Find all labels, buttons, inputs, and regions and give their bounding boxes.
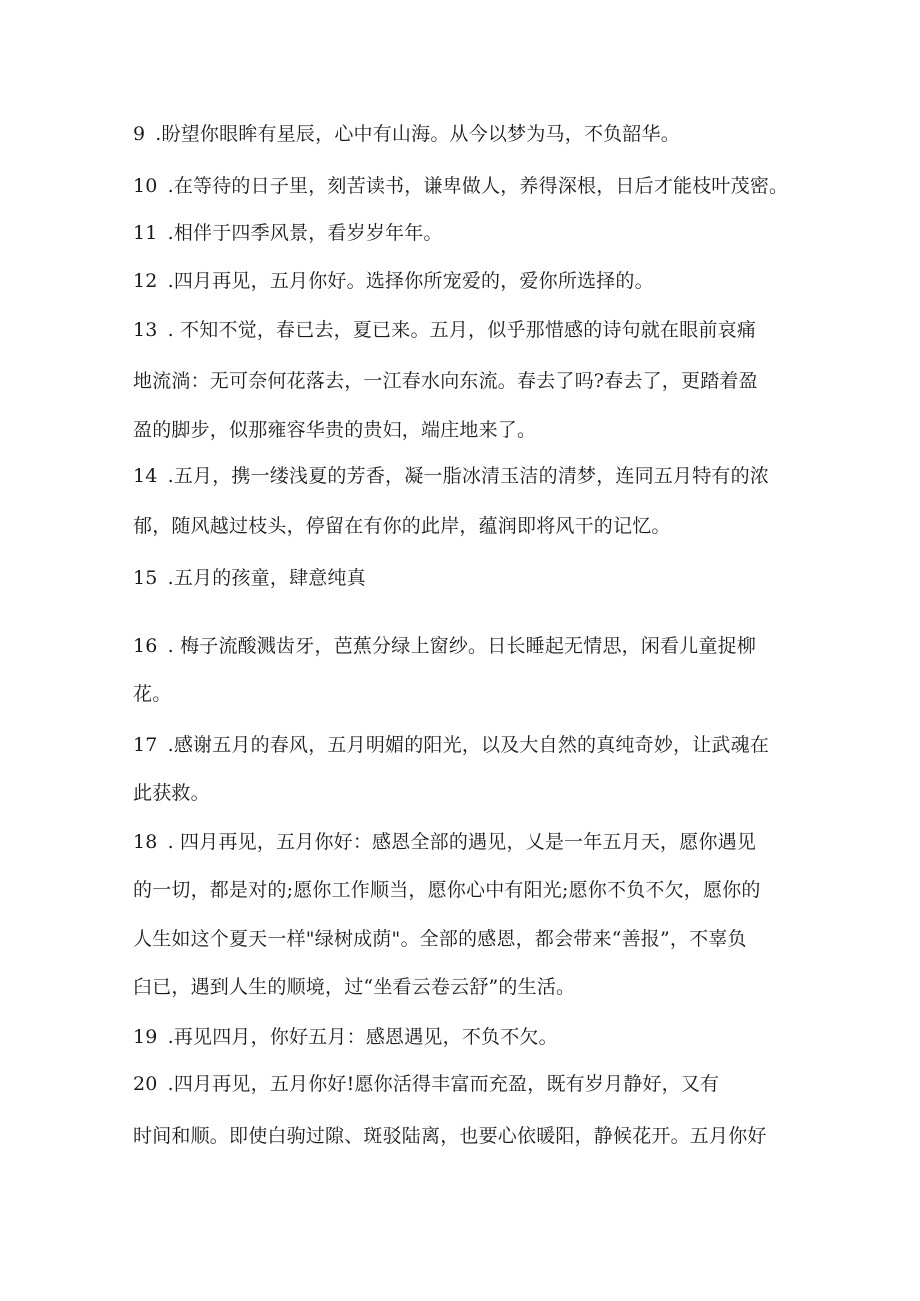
- item-text: . 四月再见，五月你好：感恩全部的遇见，乂是一年五月天，愿你遇见: [167, 831, 757, 853]
- item-13-line-1: [133, 318, 803, 342]
- item-number: 12: [133, 270, 158, 292]
- item-text: .在等待的日子里，刻苦读书，谦卑做人，养得深根，日后才能枝叶茂密。: [167, 175, 789, 197]
- item-16-line-1: [133, 634, 803, 658]
- item-10-line-1: [133, 174, 803, 198]
- item-18-line-4: 臼已，遇到人生的顺境，过“坐看云卷云舒”的生活。: [133, 976, 576, 998]
- item-text: .再见四月，你好五月：感恩遇见，不负不欠。: [167, 1026, 558, 1048]
- item-text: .感谢五月的春风，五月明媚的阳光，以及大自然的真纯奇妙，让武魂在: [167, 734, 770, 756]
- item-16-line-2: 花。: [133, 683, 172, 705]
- item-text: .盼望你眼眸有星辰，心中有山海。从今以梦为马，不负韶华。: [155, 123, 680, 145]
- item-number: 9: [133, 123, 146, 145]
- item-text: . 不知不觉，春已去，夏已来。五月，似乎那惜感的诗句就在眼前哀痛: [167, 319, 757, 341]
- item-12-line-1: [133, 269, 803, 293]
- item-number: 10: [133, 175, 158, 197]
- item-14-line-2: 郁，随风越过枝头，停留在有你的此岸，蕴润即将风干的记忆。: [133, 515, 671, 537]
- item-text: .相伴于四季风景，看岁岁年年。: [167, 222, 443, 244]
- item-11-line-1: [133, 221, 803, 245]
- item-text: .四月再见，五月你好。选择你所宠爱的，爱你所选择的。: [167, 270, 654, 292]
- item-number: 11: [133, 222, 158, 244]
- item-number: 16: [133, 635, 158, 657]
- item-13-line-2: 地流淌：无可奈何花落去，一江春水向东流。春去了吗?春去了，更踏着盈: [133, 370, 758, 392]
- item-18-line-1: [133, 830, 803, 854]
- item-number: 13: [133, 319, 158, 341]
- item-text: .四月再见，五月你好!愿你活得丰富而充盈，既有岁月静好，又有: [167, 1073, 720, 1095]
- item-number: 18: [133, 831, 158, 853]
- item-9-line-1: [133, 122, 803, 146]
- item-number: 19: [133, 1026, 158, 1048]
- item-number: 20: [133, 1073, 158, 1095]
- item-text: .五月的孩童，肆意纯真: [167, 567, 366, 589]
- item-20-line-2: 时间和顺。即使白驹过隙、斑驳陆离，也要心依暖阳，静候花开。五月你好: [133, 1125, 767, 1147]
- item-17-line-2: 此获救。: [133, 782, 210, 804]
- item-text: .五月，携一缕浅夏的芳香，凝一脂冰清玉洁的清梦，连同五月特有的浓: [167, 465, 770, 487]
- item-19-line-1: [133, 1025, 803, 1049]
- item-number: 14: [133, 465, 158, 487]
- item-13-line-3: 盈的脚步，似那雍容华贵的贵妇，端庄地来了。: [133, 419, 537, 441]
- item-18-line-2: 的一切，都是对的;愿你工作顺当，愿你心中有阳光;愿你不负不欠，愿你的: [133, 879, 761, 901]
- item-20-line-1: [133, 1072, 803, 1096]
- item-number: 15: [133, 567, 158, 589]
- item-14-line-1: [133, 464, 803, 488]
- item-18-line-3: 人生如这个夏天一样"绿树成荫"。全部的感恩，都会带来“善报”，不辜负: [133, 928, 747, 950]
- item-text: . 梅子流酸溅齿牙，芭蕉分绿上窗纱。日长睡起无情思，闲看儿童捉柳: [167, 635, 757, 657]
- item-15-line-1: [133, 566, 803, 590]
- item-17-line-1: [133, 733, 803, 757]
- item-number: 17: [133, 734, 158, 756]
